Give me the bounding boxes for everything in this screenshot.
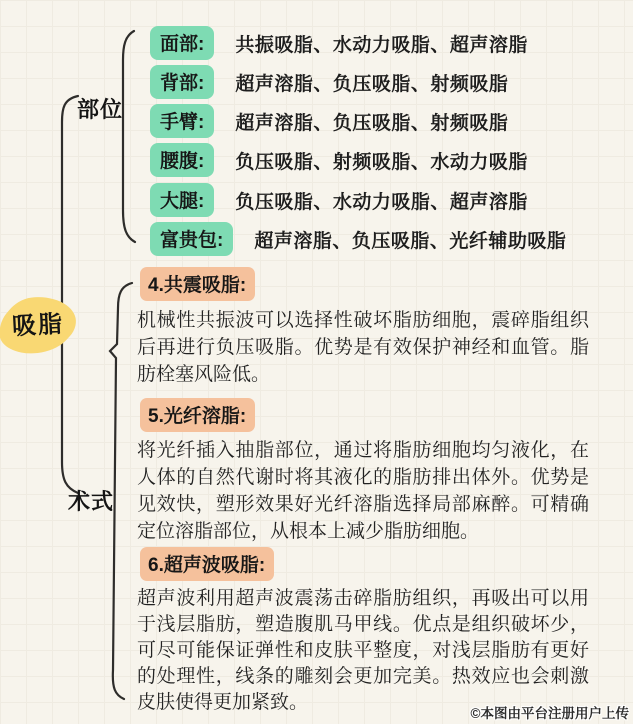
part-methods-waist: 负压吸脂、射频吸脂、水动力吸脂 [235,151,528,173]
part-methods-arm: 超声溶脂、负压吸脂、射频吸脂 [235,112,509,134]
part-chip-back: 背部: [150,65,214,99]
section-title-text-4: 4.共震吸脂: [148,275,247,296]
part-methods-thigh: 负压吸脂、水动力吸脂、超声溶脂 [235,191,528,213]
watermark: ©本图由平台注册用户上传 [470,706,629,721]
part-methods-back: 超声溶脂、负压吸脂、射频吸脂 [235,73,509,95]
parts-bracket [123,31,135,242]
part-row-thigh [150,183,528,217]
part-chip-thigh: 大腿: [150,183,214,217]
part-chip-face: 面部: [150,26,214,60]
part-chip-neck-hump: 富贵包: [150,222,233,256]
branch-label-parts [77,93,123,124]
branch-label-techniques [68,485,114,516]
part-methods-face: 共振吸脂、水动力吸脂、超声溶脂 [235,34,528,56]
part-row-back [150,65,508,99]
part-row-face [150,26,528,60]
part-chip-arm: 手臂: [150,104,214,138]
section-body-fiber-lipolysis: 将光纤插入抽脂部位，通过将脂肪细胞均匀液化，在人体的自然代谢时将其液化的脂肪排出体外。优势是见效快，塑形效果好光纤溶脂选择局部麻醉。可精确定位溶脂部位，从根本上减少脂肪细胞。 [137,440,589,542]
branch-techniques-text: 术式 [68,489,115,514]
part-methods-neck-hump: 超声溶脂、负压吸脂、光纤辅助吸脂 [254,230,567,252]
root-bracket [62,96,78,493]
part-chip-waist: 腰腹: [150,143,214,177]
part-row-arm [150,104,508,138]
section-body-resonance-lipo: 机械性共振波可以选择性破坏脂肪细胞，震碎脂组织后再进行负压吸脂。优势是有效保护神经和血管。脂肪栓塞风险低。 [137,310,589,385]
root-label-text: 吸脂 [11,310,65,341]
section-title-fiber-lipolysis [140,398,255,432]
section-title-text-5: 5.光纤溶脂: [148,406,247,427]
section-title-text-6: 6.超声波吸脂: [148,555,266,576]
section-title-resonance-lipo [140,267,255,301]
root-node-liposuction [1,295,78,352]
part-row-waist [150,143,528,177]
part-row-neck-hump [150,222,566,256]
branch-parts-text: 部位 [77,97,124,122]
section-body-ultrasonic-lipo: 超声波利用超声波震荡击碎脂肪组织，再吸出可以用于浅层脂肪，塑造腹肌马甲线。优点是组织破坏少，可尽可能保证弹性和皮肤平整度，对浅层脂肪有更好的处理性，线条的雕刻会更加完美。热效应也会刺激皮肤使得更加紧致。 [137,588,589,713]
section-title-ultrasonic-lipo [140,547,274,581]
